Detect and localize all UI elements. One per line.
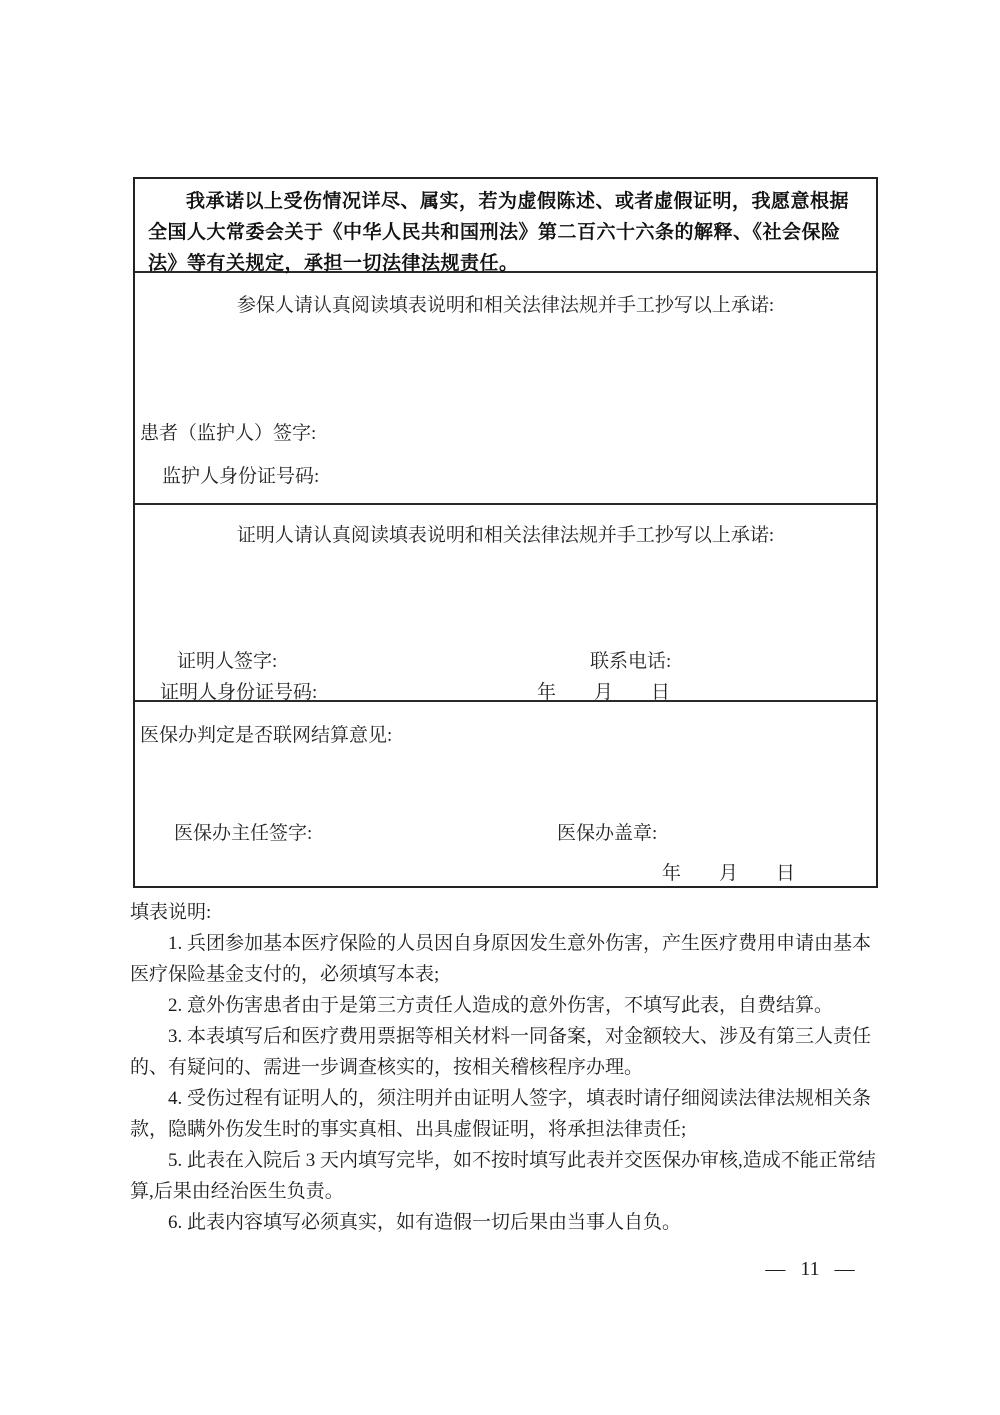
instruction-item-5: 5. 此表在入院后 3 天内填写完毕，如不按时填写此表并交医保办审核,造成不能正常结算,后果由经治医生负责。 (130, 1150, 876, 1202)
patient-guardian-signature-label: 患者（监护人）签字: (140, 423, 317, 444)
insured-copy-instruction: 参保人请认真阅读填表说明和相关法律法规并手工抄写以上承诺: (236, 295, 775, 316)
insured-section (135, 273, 876, 505)
contact-phone-label: 联系电话: (590, 651, 672, 672)
instruction-item-6: 6. 此表内容填写必须真实，如有造假一切后果由当事人自负。 (168, 1212, 682, 1233)
filling-instructions (130, 897, 876, 1238)
instruction-item-1: 1. 兵团参加基本医疗保险的人员因自身原因发生意外伤害，产生医疗费用申请由基本医疗保险基金支付的，必须填写本表; (130, 933, 872, 985)
witness-copy-instruction: 证明人请认真阅读填表说明和相关法律法规并手工抄写以上承诺: (236, 525, 775, 546)
commitment-section (135, 179, 876, 273)
filling-instructions-heading: 填表说明: (130, 902, 212, 923)
witness-signature-label: 证明人签字: (177, 651, 278, 672)
page-number: — 11 — (765, 1258, 855, 1280)
witness-section (135, 505, 876, 702)
office-director-signature-label: 医保办主任签字: (174, 823, 313, 844)
instruction-item-4: 4. 受伤过程有证明人的，须注明并由证明人签字，填表时请仔细阅读法律法规相关条款，隐瞒外伤发生时的事实真相、出具虚假证明，将承担法律责任; (130, 1088, 872, 1140)
instruction-item-2: 2. 意外伤害患者由于是第三方责任人造成的意外伤害，不填写此表，自费结算。 (168, 995, 834, 1016)
instruction-item-3: 3. 本表填写后和医疗费用票据等相关材料一同备案，对金额较大、涉及有第三人责任的、有疑问的、需进一步调查核实的，按相关稽核程序办理。 (130, 1026, 872, 1078)
guardian-id-number-label: 监护人身份证号码: (162, 466, 320, 487)
office-seal-label: 医保办盖章: (557, 823, 658, 844)
office-date-label: 年 月 日 (662, 863, 796, 884)
witness-id-number-label: 证明人身份证号码: (160, 682, 318, 703)
witness-date-label: 年 月 日 (537, 682, 671, 703)
commitment-statement: 我承诺以上受伤情况详尽、属实，若为虚假陈述、或者虚假证明，我愿意根据全国人大常委会关于《中华人民共和国刑法》第二百六十六条的解释、《社会保险法》等有关规定，承担一切法律法规责任。 (148, 191, 850, 274)
online-settlement-opinion-label: 医保办判定是否联网结算意见: (140, 725, 393, 746)
office-section (135, 702, 876, 884)
accident-insurance-form-table (133, 177, 878, 888)
